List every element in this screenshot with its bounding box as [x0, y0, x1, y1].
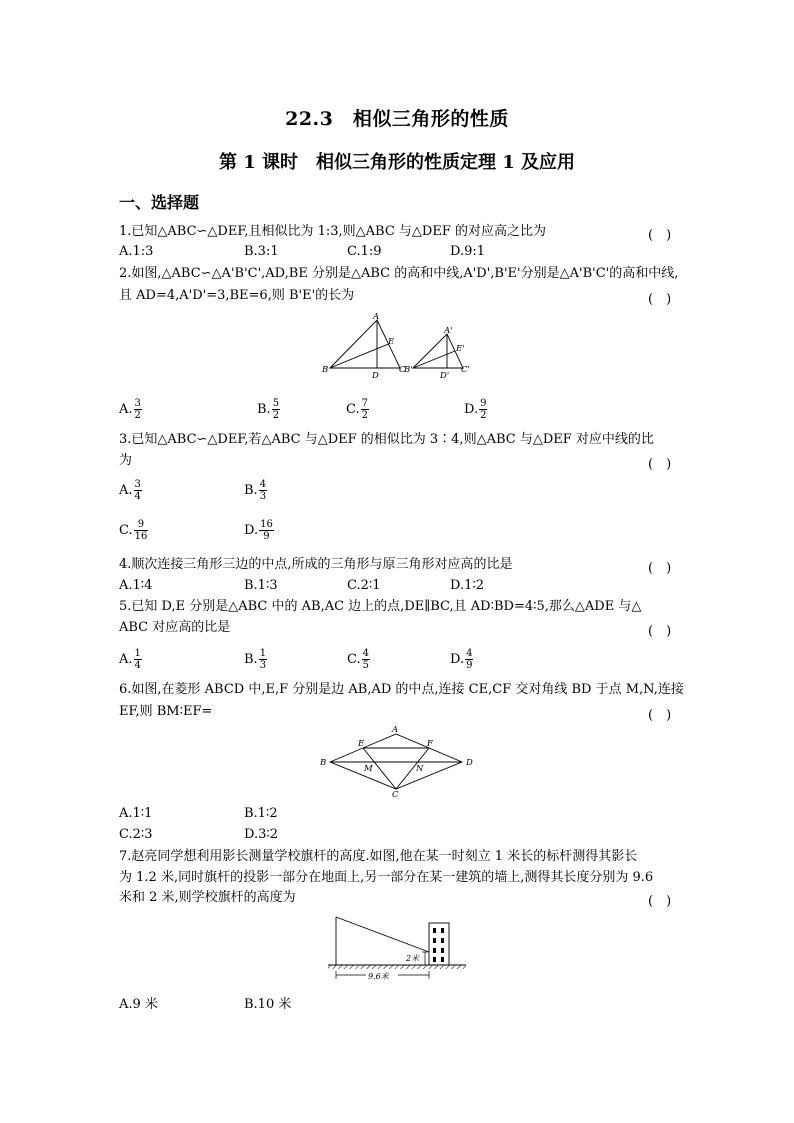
q5-option-c-numerator: 4: [362, 648, 369, 659]
q3-option-a-fraction: [134, 479, 142, 502]
fig6-label-E: E: [358, 739, 365, 749]
q2-option-a-numerator: 3: [134, 398, 141, 409]
q2-option-c-denominator: 2: [361, 410, 368, 421]
q3-option-c-denominator: 16: [134, 531, 148, 542]
q3-option-c-numerator: 9: [134, 519, 149, 531]
q5-option-c-fraction: [362, 648, 370, 671]
q5-option-b: [244, 648, 267, 671]
fig6-label-C: C: [392, 790, 399, 798]
q4-option-b: B.1∶3: [244, 578, 278, 593]
q2-option-b-numerator: 5: [272, 398, 280, 409]
q2-option-b-fraction: [272, 398, 280, 421]
q3-option-d: [244, 519, 274, 542]
q2-option-a-fraction: [134, 398, 142, 421]
q5-option-a-numerator: 1: [134, 648, 141, 659]
question-6-line-1: 6.如图,在菱形 ABCD 中,E,F 分别是边 AB,AD 的中点,连接 CE,CF 交对角线 BD 于点 M,N,连接: [119, 682, 684, 697]
q4-option-a: A.1∶4: [119, 578, 153, 593]
fig7-label-wall-height: 2米: [406, 954, 420, 963]
q2-option-b-prefix: B.: [257, 402, 271, 417]
q2-similar-triangles-figure: [316, 308, 486, 380]
q5-option-b-fraction: [259, 648, 267, 671]
q3-option-d-fraction: [259, 519, 274, 542]
q2-option-d-fraction: [479, 398, 487, 421]
question-2-line-2: 且 AD=4,A'D'=3,BE=6,则 B'E'的长为: [119, 288, 355, 303]
fig2-label-D: D: [372, 371, 379, 380]
fig2-label-A: A: [373, 312, 380, 322]
q2-option-c-numerator: 7: [361, 398, 368, 409]
q7-option-b: B.10 米: [244, 997, 292, 1012]
q3-option-b: [244, 479, 267, 502]
answer-bracket-3: ( ): [648, 457, 672, 472]
q3-option-a-prefix: A.: [119, 483, 133, 498]
q5-option-a: [119, 648, 142, 671]
q5-option-a-fraction: [134, 648, 142, 671]
q4-option-d: D.1∶2: [450, 578, 485, 593]
question-7-line-3: 米和 2 米,则学校旗杆的高度为: [119, 890, 296, 905]
q5-option-b-numerator: 1: [259, 648, 267, 659]
q3-option-c-prefix: C.: [119, 523, 133, 538]
fig2-label-A-prime: A': [444, 326, 453, 336]
question-3-line-1: 3.已知△ABC∽△DEF,若△ABC 与△DEF 的相似比为 3∶4,则△ABC 与△DEF 对应中线的比: [119, 432, 654, 447]
q3-option-c-fraction: [134, 519, 149, 542]
fig2-label-B-prime: B': [404, 365, 413, 375]
q2-option-a-denominator: 2: [134, 410, 141, 421]
q2-option-c-prefix: C.: [346, 402, 360, 417]
fig2-label-E: E: [388, 337, 395, 347]
section-heading: 一、选择题: [119, 193, 200, 212]
q5-option-c-denominator: 5: [362, 660, 369, 671]
answer-bracket-2: ( ): [648, 292, 672, 307]
q2-option-c-fraction: [361, 398, 369, 421]
page-title: 22.3 相似三角形的性质: [285, 108, 509, 130]
q1-option-c: C.1:9: [347, 244, 382, 259]
fig6-label-A: A: [392, 726, 399, 735]
q5-option-c-prefix: C.: [347, 652, 361, 667]
fig2-label-B: B: [322, 365, 329, 375]
q3-option-a: [119, 479, 142, 502]
q3-option-c: [119, 519, 148, 542]
fig2-label-D-prime: D': [440, 371, 450, 380]
q6-option-a: A.1∶1: [119, 806, 153, 821]
q5-option-d-denominator: 9: [466, 660, 473, 671]
q3-option-b-numerator: 4: [259, 479, 267, 490]
question-5-line-2: ABC 对应高的比是: [119, 620, 231, 635]
question-1-text: 1.已知△ABC∽△DEF,且相似比为 1:3,则△ABC 与△DEF 的对应高之比为: [119, 224, 546, 239]
q1-option-b: B.3:1: [244, 244, 279, 259]
fig2-label-C: C: [399, 365, 406, 375]
q6-rhombus-figure: [316, 726, 482, 798]
q5-option-d-fraction: [465, 648, 473, 671]
q2-option-c: [346, 398, 369, 421]
question-4-text: 4.顺次连接三角形三边的中点,所成的三角形与原三角形对应高的比是: [119, 557, 513, 572]
q3-option-a-denominator: 4: [134, 491, 141, 502]
fig6-label-F: F: [427, 739, 433, 749]
q5-option-a-denominator: 4: [134, 660, 141, 671]
q3-option-d-denominator: 9: [263, 531, 270, 542]
q5-option-b-prefix: B.: [244, 652, 258, 667]
q5-option-d: [450, 648, 473, 671]
fig6-label-N: N: [416, 764, 424, 774]
q5-option-d-numerator: 4: [466, 648, 473, 659]
q2-option-a: [119, 398, 142, 421]
answer-bracket-4: ( ): [648, 561, 672, 576]
question-2-line-1: 2.如图,△ABC∽△A'B'C',AD,BE 分别是△ABC 的高和中线,A'D',B'E'分别是△A'B'C'的高和中线,: [119, 266, 679, 281]
q6-option-d: D.3∶2: [244, 827, 279, 842]
lesson-subtitle: 第 1 课时 相似三角形的性质定理 1 及应用: [218, 152, 576, 173]
question-5-line-1: 5.已知 D,E 分别是△ABC 中的 AB,AC 边上的点,DE∥BC,且 AD∶BD=4∶5,那么△ADE 与△: [119, 599, 642, 614]
q5-option-d-prefix: D.: [450, 652, 465, 667]
q7-option-a: A.9 米: [119, 997, 158, 1012]
answer-bracket-7: ( ): [648, 894, 672, 909]
q2-option-b-denominator: 2: [272, 410, 280, 421]
fig6-label-D: D: [466, 758, 473, 768]
fig7-label-ground-length: 9.6米: [368, 972, 389, 981]
fig6-label-B: B: [320, 758, 327, 768]
q6-option-c: C.2∶3: [119, 827, 153, 842]
fig2-label-C-prime: C': [461, 365, 470, 375]
q5-option-a-prefix: A.: [119, 652, 133, 667]
question-7-line-2: 为 1.2 米,同时旗杆的投影一部分在地面上,另一部分在某一建筑的墙上,测得其长度分别为 9.6: [119, 870, 654, 885]
q6-option-b: B.1∶2: [244, 806, 278, 821]
q2-option-b: [257, 398, 280, 421]
q5-option-b-denominator: 3: [259, 660, 267, 671]
q2-option-d: [464, 398, 487, 421]
q3-option-d-prefix: D.: [244, 523, 259, 538]
q1-option-a: A.1:3: [119, 244, 154, 259]
q1-option-d: D.9:1: [450, 244, 486, 259]
answer-bracket-1: ( ): [648, 228, 672, 243]
question-7-line-1: 7.赵亮同学想利用影长测量学校旗杆的高度.如图,他在某一时刻立 1 米长的标杆测得其影长: [119, 849, 638, 864]
q2-option-d-denominator: 2: [480, 410, 487, 421]
q2-option-a-prefix: A.: [119, 402, 133, 417]
q2-option-d-numerator: 9: [480, 398, 487, 409]
q7-flagpole-shadow-figure: [326, 913, 471, 983]
q3-option-b-fraction: [259, 479, 267, 502]
q3-option-a-numerator: 3: [134, 479, 141, 490]
q5-option-c: [347, 648, 370, 671]
answer-bracket-6: ( ): [648, 708, 672, 723]
fig2-label-E-prime: E': [456, 344, 465, 354]
q3-option-d-numerator: 16: [260, 519, 273, 530]
q2-option-d-prefix: D.: [464, 402, 479, 417]
answer-bracket-5: ( ): [648, 624, 672, 639]
question-6-line-2: EF,则 BM∶EF=: [119, 704, 213, 719]
q3-option-b-prefix: B.: [244, 483, 258, 498]
fig6-label-M: M: [364, 764, 373, 774]
question-3-line-2: 为: [119, 453, 133, 468]
q3-option-b-denominator: 3: [259, 491, 267, 502]
q4-option-c: C.2∶1: [347, 578, 381, 593]
